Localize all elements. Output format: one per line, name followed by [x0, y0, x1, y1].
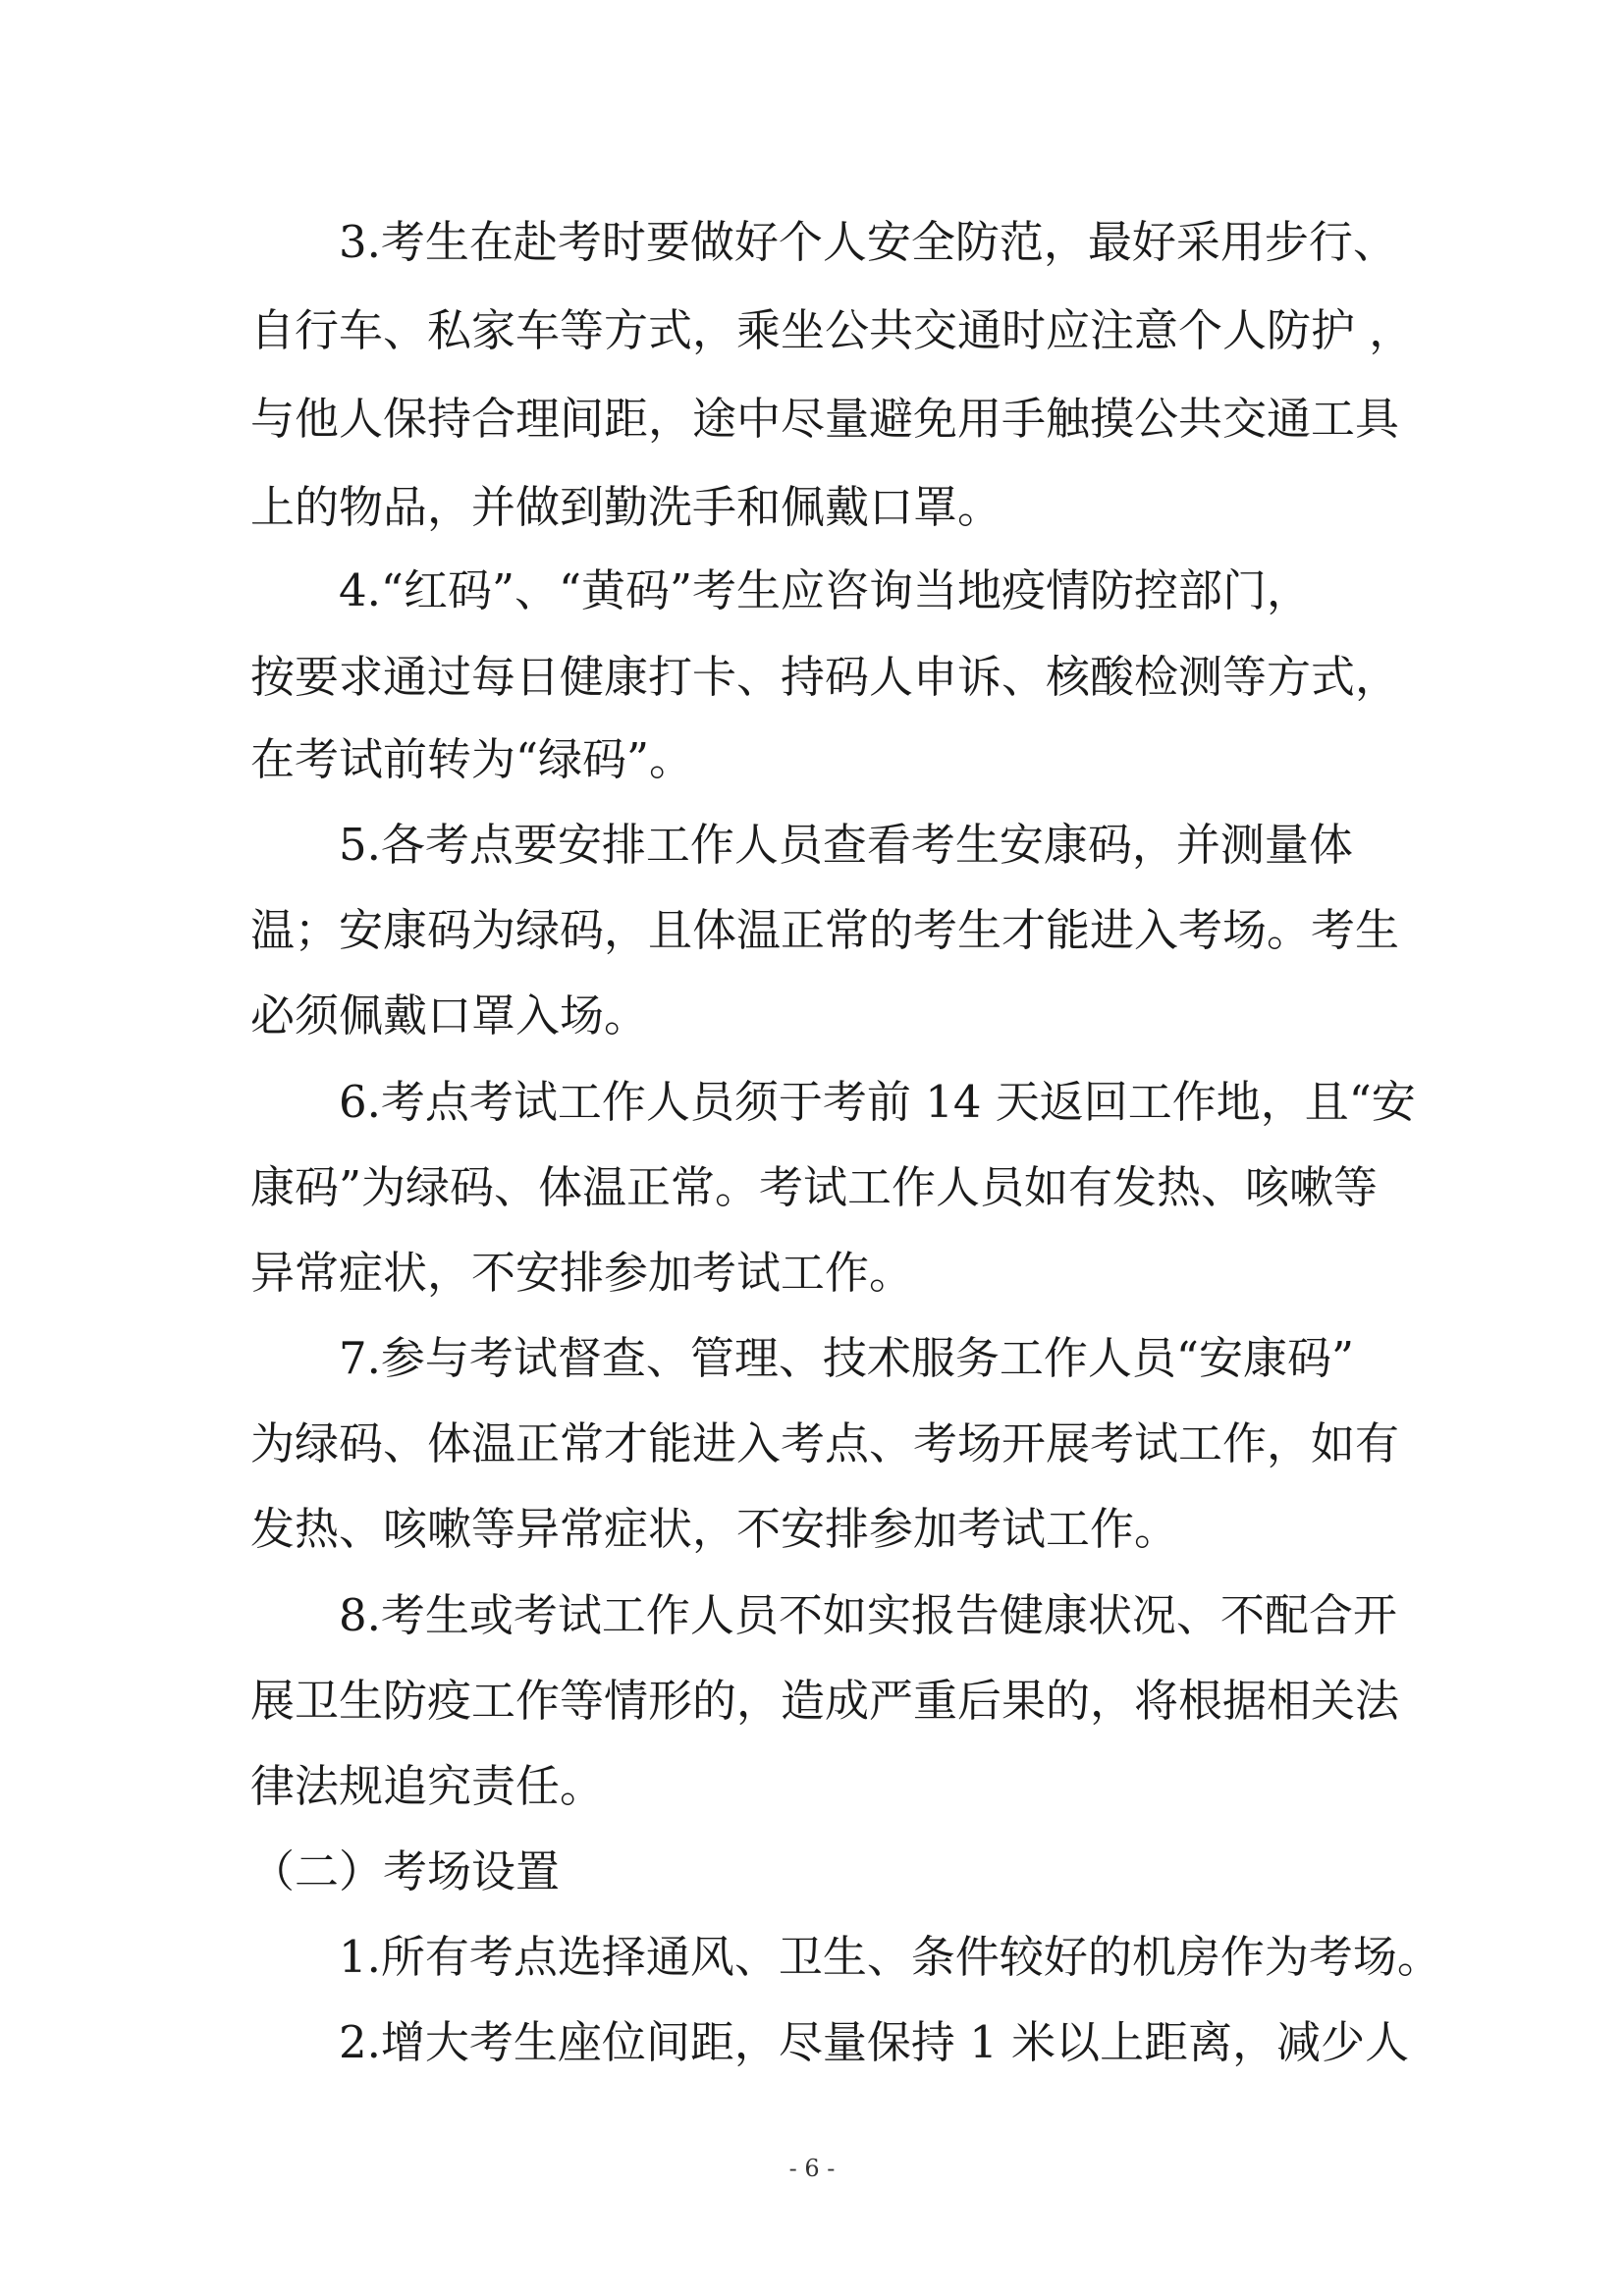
- paragraph-3-line-1: 3.考生在赴考时要做好个人安全防范，最好采用步行、: [339, 216, 1397, 268]
- paragraph-3-line-2: 自行车、私家车等方式，乘坐公共交通时应注意个人防护 ，: [250, 304, 1414, 356]
- section-item-2: 2.增大考生座位间距，尽量保持 1 米以上距离，减少人: [339, 2016, 1410, 2068]
- paragraph-7-line-3: 发热、咳嗽等异常症状，不安排参加考试工作。: [250, 1503, 1179, 1555]
- paragraph-8-line-3: 律法规追究责任。: [250, 1760, 605, 1812]
- paragraph-6-line-3: 异常症状，不安排参加考试工作。: [250, 1247, 914, 1299]
- paragraph-6-line-1: 6.考点考试工作人员须于考前 14 天返回工作地，且“安: [339, 1076, 1416, 1128]
- paragraph-6-line-2: 康码”为绿码、体温正常。考试工作人员如有发热、咳嗽等: [250, 1161, 1379, 1213]
- paragraph-4-line-2: 按要求通过每日健康打卡、持码人申诉、核酸检测等方式，: [250, 651, 1400, 703]
- paragraph-4-line-1: 4.“红码”、“黄码”考生应咨询当地疫情防控部门，: [339, 564, 1311, 616]
- section-item-1: 1.所有考点选择通风、卫生、条件较好的机房作为考场。: [339, 1931, 1441, 1983]
- paragraph-5-line-1: 5.各考点要安排工作人员查看考生安康码，并测量体: [339, 819, 1353, 871]
- paragraph-8-line-2: 展卫生防疫工作等情形的，造成严重后果的，将根据相关法: [250, 1675, 1400, 1727]
- paragraph-5-line-2: 温；安康码为绿码，且体温正常的考生才能进入考场。考生: [250, 904, 1400, 956]
- paragraph-7-line-1: 7.参与考试督查、管理、技术服务工作人员“安康码”: [339, 1332, 1354, 1384]
- paragraph-3-line-4: 上的物品，并做到勤洗手和佩戴口罩。: [250, 481, 1002, 533]
- paragraph-5-line-3: 必须佩戴口罩入场。: [250, 989, 649, 1041]
- paragraph-4-line-3: 在考试前转为“绿码”。: [250, 733, 694, 785]
- section-heading: （二）考场设置: [250, 1845, 561, 1897]
- paragraph-8-line-1: 8.考生或考试工作人员不如实报告健康状况、不配合开: [339, 1589, 1397, 1641]
- page-number: - 6 -: [788, 2155, 836, 2182]
- paragraph-7-line-2: 为绿码、体温正常才能进入考点、考场开展考试工作，如有: [250, 1417, 1400, 1469]
- paragraph-3-line-3: 与他人保持合理间距，途中尽量避免用手触摸公共交通工具: [250, 393, 1400, 445]
